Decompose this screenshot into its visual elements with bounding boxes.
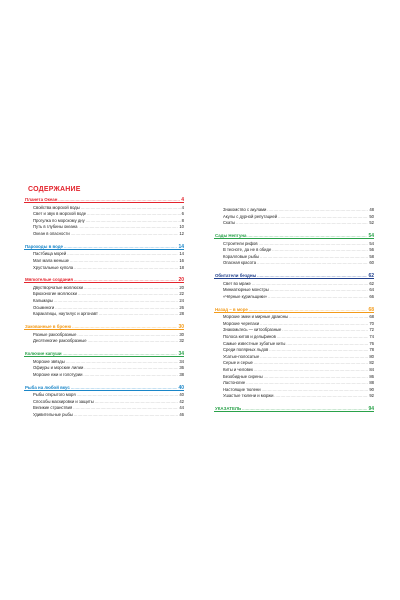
toc-entry[interactable]	[214, 327, 374, 334]
toc-entry[interactable]	[214, 281, 374, 288]
toc-entry[interactable]	[24, 338, 184, 345]
toc-column-left	[24, 196, 184, 424]
dot-leader	[278, 214, 368, 221]
dot-leader	[73, 405, 178, 412]
dot-leader	[272, 247, 368, 254]
entry-title: Строители рифов	[223, 240, 258, 246]
entry-title: Усатые-полосатые	[223, 353, 260, 359]
entry-page-number: 90	[369, 386, 374, 392]
entry-page-number: 46	[179, 411, 184, 417]
toc-section	[214, 207, 374, 227]
entry-page-number: 44	[179, 405, 184, 411]
entry-title: Серые и серые	[223, 360, 253, 366]
toc-entry[interactable]	[24, 405, 184, 412]
entry-title: Десятиногие ракообразные	[33, 338, 87, 344]
toc-entry[interactable]	[214, 374, 374, 381]
section-title: Обитатели бездны	[215, 273, 257, 279]
toc-entry[interactable]	[24, 211, 184, 218]
entry-title: Миниатюрные монстры	[223, 287, 269, 293]
section-heading[interactable]	[24, 196, 184, 203]
entry-title: Брюхоногие моллюски	[33, 291, 77, 297]
toc-entry[interactable]	[214, 347, 374, 354]
entry-page-number: 82	[369, 360, 374, 366]
toc-entry[interactable]	[24, 285, 184, 292]
toc-entry[interactable]	[214, 294, 374, 301]
section-title: Мягкотелые создания	[25, 277, 73, 283]
section-page-number: 20	[178, 277, 184, 284]
dot-leader	[83, 372, 178, 379]
toc-entry[interactable]	[214, 287, 374, 294]
entry-title: Знакомьтесь — китообразные	[223, 327, 282, 333]
entry-page-number: 70	[369, 320, 374, 326]
toc-entry[interactable]	[214, 387, 374, 394]
section-heading[interactable]	[24, 276, 184, 283]
dot-leader	[54, 298, 178, 305]
toc-entry[interactable]	[214, 367, 374, 374]
section-title: Рыба на любой вкус	[25, 384, 70, 390]
toc-section	[214, 405, 374, 412]
dot-leader	[257, 273, 367, 280]
dot-leader	[286, 341, 368, 348]
entry-page-number: 4	[181, 204, 184, 210]
entry-page-number: 66	[369, 293, 374, 299]
toc-entry[interactable]	[24, 258, 184, 265]
dot-leader	[242, 406, 367, 413]
toc-title: СОДЕРЖАНИЕ	[28, 186, 81, 193]
section-page-number: 62	[368, 273, 374, 280]
toc-entry[interactable]	[214, 393, 374, 400]
section-page-number: 30	[178, 324, 184, 331]
section-page-number: 14	[178, 243, 184, 250]
entry-title: Акулы с дурной репутацией	[223, 213, 278, 219]
entry-title: Удивительные рыбы	[33, 411, 73, 417]
entry-page-number: 64	[369, 287, 374, 293]
entry-page-number: 18	[179, 264, 184, 270]
entry-title: Настоящие тюлени	[223, 386, 261, 392]
dot-leader	[79, 224, 179, 231]
entry-title: Осьминоги	[33, 304, 55, 310]
entry-title: Среди полярных льдов	[223, 347, 269, 353]
entry-title: Пастбища морей	[33, 251, 67, 257]
entry-title: Каракатицы, наутилус и аргонавт	[33, 311, 98, 317]
dot-leader	[95, 399, 179, 406]
dot-leader	[71, 231, 179, 238]
section-title: Пароходы в воде	[25, 243, 63, 249]
entry-title: Разные ракообразные	[33, 331, 77, 337]
dot-leader	[260, 254, 368, 261]
entry-title: Опасная красота	[223, 260, 257, 266]
toc-entry[interactable]	[24, 205, 184, 212]
section-heading[interactable]	[24, 323, 184, 330]
toc-entry[interactable]	[24, 224, 184, 231]
dot-leader	[63, 351, 178, 358]
toc-entry[interactable]	[24, 365, 184, 372]
section-title: Закованные в броню	[25, 324, 72, 330]
entry-page-number: 24	[179, 298, 184, 304]
entry-title: Великие странствия	[33, 405, 73, 411]
entry-title: Свойства морской воды	[33, 204, 80, 210]
toc-entry[interactable]	[214, 354, 374, 361]
toc-entry[interactable]	[24, 265, 184, 272]
toc-entry[interactable]	[24, 332, 184, 339]
entry-page-number: 28	[179, 311, 184, 317]
toc-section	[214, 272, 374, 300]
entry-page-number: 88	[369, 380, 374, 386]
dot-leader	[277, 334, 369, 341]
toc-entry[interactable]	[24, 359, 184, 366]
entry-page-number: 48	[369, 207, 374, 212]
dot-leader	[274, 393, 368, 400]
entry-title: В тесноте, да не в обиде	[223, 247, 272, 253]
entry-page-number: 68	[369, 314, 374, 320]
entry-page-number: 52	[369, 220, 374, 226]
dot-leader	[81, 205, 181, 212]
toc-entry[interactable]	[24, 298, 184, 305]
entry-page-number: 8	[181, 217, 184, 223]
toc-entry[interactable]	[24, 399, 184, 406]
dot-leader	[264, 374, 369, 381]
entry-page-number: 34	[179, 358, 184, 364]
toc-entry[interactable]	[214, 360, 374, 367]
section-heading[interactable]	[214, 405, 374, 412]
entry-page-number: 42	[179, 398, 184, 404]
entry-title: Способы маскировки и защиты	[33, 398, 94, 404]
entry-title: «Чёрные курильщики»	[223, 293, 268, 299]
toc-entry[interactable]	[214, 214, 374, 221]
toc-entry[interactable]	[24, 311, 184, 318]
toc-entry[interactable]	[214, 341, 374, 348]
entry-page-number: 22	[179, 291, 184, 297]
dot-leader	[282, 327, 368, 334]
entry-page-number: 56	[369, 247, 374, 253]
dot-leader	[77, 332, 178, 339]
section-page-number: 54	[368, 232, 374, 239]
dot-leader	[86, 218, 181, 225]
toc-section	[24, 384, 184, 419]
dot-leader	[260, 354, 368, 361]
section-heading[interactable]	[214, 306, 374, 313]
section-title: Планета Океан	[25, 197, 58, 202]
toc-section	[24, 196, 184, 238]
section-page-number: 40	[178, 384, 184, 391]
entry-title: Путь в глубины океана	[33, 224, 78, 230]
dot-leader	[84, 285, 178, 292]
dot-leader	[55, 305, 178, 312]
dot-leader	[236, 220, 368, 227]
section-title: УКАЗАТЕЛЬ	[215, 406, 242, 412]
toc-section	[24, 243, 184, 271]
entry-title: Безобидные сирены	[223, 373, 263, 379]
dot-leader	[71, 385, 178, 392]
dot-leader	[259, 241, 369, 248]
entry-page-number: 62	[369, 280, 374, 286]
entry-page-number: 12	[179, 230, 184, 236]
dot-leader	[99, 311, 178, 318]
section-title: Сады Нептуна	[215, 232, 247, 238]
dot-leader	[77, 392, 179, 399]
dot-leader	[257, 260, 368, 267]
toc-entry[interactable]	[214, 241, 374, 248]
dot-leader	[252, 281, 368, 288]
toc-entry[interactable]	[24, 231, 184, 238]
dot-leader	[72, 324, 177, 331]
section-page-number: 68	[368, 306, 374, 313]
dot-leader	[289, 314, 368, 321]
entry-title: Рыбы открытого моря	[33, 392, 76, 398]
section-heading[interactable]	[214, 272, 374, 279]
dot-leader	[58, 197, 180, 204]
entry-page-number: 76	[369, 340, 374, 346]
entry-title: Знакомство с акулами	[223, 207, 267, 212]
entry-title: Кальмары	[33, 298, 53, 304]
toc-entry[interactable]	[24, 291, 184, 298]
dot-leader	[260, 321, 368, 328]
dot-leader	[247, 233, 367, 240]
dot-leader	[87, 211, 181, 218]
toc-entry[interactable]	[24, 218, 184, 225]
entry-page-number: 74	[369, 334, 374, 340]
entry-title: Хрустальные купола	[33, 264, 74, 270]
toc-entry[interactable]	[214, 314, 374, 321]
toc-section	[214, 306, 374, 400]
entry-page-number: 54	[369, 240, 374, 246]
dot-leader	[88, 338, 179, 345]
entry-title: Офиуры и морские лилии	[33, 365, 84, 371]
section-heading[interactable]	[214, 232, 374, 239]
entry-title: Киты и человек	[223, 366, 253, 372]
entry-page-number: 78	[369, 347, 374, 353]
dot-leader	[249, 307, 368, 314]
dot-leader	[262, 387, 369, 394]
section-page-number: 4	[181, 197, 184, 203]
entry-title: Двустворчатые моллюски	[33, 284, 84, 290]
entry-page-number: 40	[179, 392, 184, 398]
entry-title: Морские черепахи	[223, 320, 260, 326]
entry-page-number: 84	[369, 366, 374, 372]
dot-leader	[67, 251, 178, 258]
entry-page-number: 30	[179, 331, 184, 337]
entry-title: Коралловые рыбы	[223, 253, 260, 259]
dot-leader	[66, 359, 179, 366]
toc-entry[interactable]	[24, 392, 184, 399]
entry-page-number: 92	[369, 393, 374, 399]
toc-entry[interactable]	[24, 305, 184, 312]
section-page-number: 34	[178, 350, 184, 357]
entry-page-number: 26	[179, 304, 184, 310]
dot-leader	[267, 207, 368, 214]
section-heading[interactable]	[24, 243, 184, 250]
entry-title: Полоса китов и дельфинов	[223, 334, 276, 340]
entry-page-number: 10	[179, 224, 184, 230]
entry-page-number: 16	[179, 257, 184, 263]
toc-entry[interactable]	[214, 380, 374, 387]
dot-leader	[74, 265, 178, 272]
toc-section	[24, 350, 184, 378]
entry-title: Свет во мраке	[223, 280, 251, 286]
dot-leader	[74, 412, 178, 419]
entry-page-number: 58	[369, 253, 374, 259]
toc-column-right	[214, 207, 374, 418]
toc-entry[interactable]	[214, 220, 374, 227]
dot-leader	[64, 244, 177, 251]
entry-title: Морские змеи и мирные драконы	[223, 314, 289, 320]
toc-section	[24, 323, 184, 345]
toc-entry[interactable]	[214, 321, 374, 328]
entry-title: Морские ежи и голотурии	[33, 371, 83, 377]
entry-page-number: 38	[179, 371, 184, 377]
entry-page-number: 32	[179, 338, 184, 344]
entry-page-number: 6	[181, 211, 184, 217]
entry-title: Морские звёзды	[33, 358, 65, 364]
entry-title: Океан в опасности	[33, 230, 70, 236]
dot-leader	[254, 367, 368, 374]
toc-entry[interactable]	[214, 334, 374, 341]
toc-entry[interactable]	[214, 207, 374, 214]
toc-entry[interactable]	[24, 372, 184, 379]
dot-leader	[246, 380, 368, 387]
entry-title: Скаты	[223, 220, 236, 226]
dot-leader	[254, 360, 369, 367]
section-title: Колючие капуши	[25, 350, 62, 356]
entry-page-number: 50	[369, 213, 374, 219]
section-page-number: 94	[368, 406, 374, 413]
dot-leader	[268, 294, 368, 301]
toc-entry[interactable]	[24, 412, 184, 419]
section-heading[interactable]	[24, 350, 184, 357]
entry-title: Самые известные зубатые киты	[223, 340, 286, 346]
toc-entry[interactable]	[214, 260, 374, 267]
entry-title: Мал мала меньше	[33, 257, 70, 263]
entry-page-number: 14	[179, 251, 184, 257]
toc-section	[24, 276, 184, 318]
entry-title: Ушастые тюлени и моржи	[223, 393, 274, 399]
entry-title: Прогулка по морскому дну	[33, 217, 85, 223]
section-title: Назад – в море	[215, 306, 248, 312]
entry-title: Ластоногие	[223, 380, 246, 386]
entry-page-number: 80	[369, 353, 374, 359]
dot-leader	[84, 365, 178, 372]
entry-page-number: 86	[369, 373, 374, 379]
dot-leader	[70, 258, 178, 265]
toc-entry[interactable]	[214, 254, 374, 261]
toc-entry[interactable]	[214, 247, 374, 254]
dot-leader	[74, 277, 177, 284]
entry-page-number: 72	[369, 327, 374, 333]
entry-title: Свет и звук в морской воде	[33, 211, 87, 217]
toc-entry[interactable]	[24, 251, 184, 258]
toc-section	[214, 232, 374, 267]
entry-page-number: 20	[179, 284, 184, 290]
dot-leader	[78, 291, 178, 298]
dot-leader	[269, 347, 368, 354]
entry-page-number: 36	[179, 365, 184, 371]
section-heading[interactable]	[24, 384, 184, 391]
dot-leader	[270, 287, 369, 294]
entry-page-number: 60	[369, 260, 374, 266]
